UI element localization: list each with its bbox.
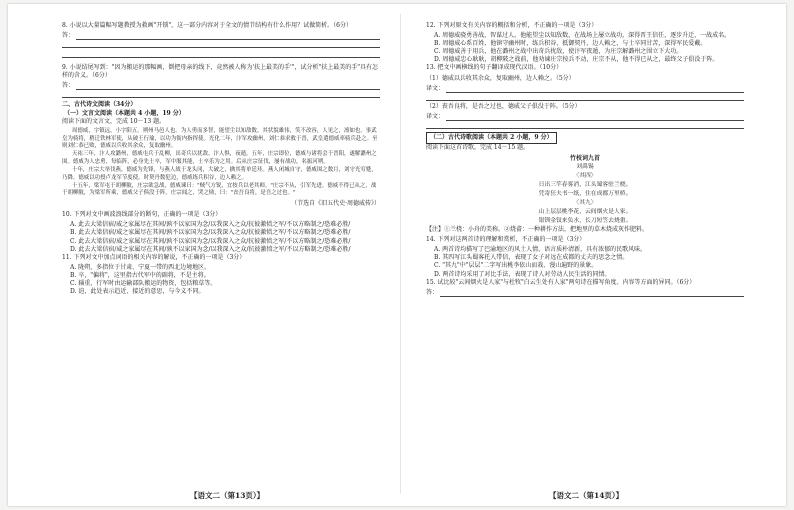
question-14: 14. 下列对这两首诗的理解和赏析，不正确的一项是（3分）: [426, 236, 586, 244]
answer-label: 答：: [426, 288, 439, 296]
question-9: 9. 小说结尾写到："因为搬运的那幅画，倒把母亲的线下，竟然被人称为'扶上最美的手'"，试分析"扶上最美的手"具有怎样的含义。（6分）: [62, 64, 378, 80]
option-d[interactable]: D. 此去大梁信宿/威之家属尽在其间/孰不以家国为念/以我深入之众/抗彼激愤之军/不以方略制之/恐难必胜/: [70, 245, 351, 253]
option-d[interactable]: D. 两首诗均采用了对比手法，表现了诗人对劳动人民生活的同情。: [434, 270, 611, 278]
passage-paragraph: 十五年，梁军屯于胡柳陂，庄宗欲急战，德威谏曰："贼气方锐，宜按兵以老其师。"庄宗不从，引军先进。德威不得已从之，战于胡柳陂，为梁军所乘，德威父子俱没于阵。庄宗闻之，哭之恸，曰："丧吾良将，是吾之过也。": [62, 182, 377, 197]
option-c[interactable]: C. 辎重，行军时由运输部队搬运的物资，包括粮草等。: [70, 280, 217, 288]
poem-line: 日出三竿春雾消，江头蜀客驻兰桡。: [538, 182, 632, 189]
left-page: [62, 22, 380, 296]
page-footer-left: 【语文二（第13页）】: [190, 491, 265, 500]
page-footer-right: 【语文二（第14页）】: [549, 491, 624, 500]
answer-line[interactable]: [446, 116, 744, 121]
option-a[interactable]: A. 此去大梁信宿/威之家属尽在其间/孰不以家国为念/以我深入之众/抗彼激愤之军/不以方略制之/恐难必胜/: [70, 221, 351, 229]
option-a[interactable]: A. 周德威骁勇善战，智谋过人。他能望尘以知敌数，在战场上屡立战功，深得晋王信任，逐步升迁，一战成名。: [434, 32, 731, 40]
passage-source: （节选自《旧五代史·周德威传》）: [291, 200, 380, 208]
answer-line[interactable]: [62, 40, 380, 48]
translation-label: 译文：: [426, 112, 445, 120]
poem-author: 刘禹锡: [576, 164, 594, 171]
option-b[interactable]: B. 其四写江头蜀客托人带信，表现了女子对远在成都的丈夫的思念之情。: [434, 254, 629, 262]
option-b[interactable]: B. 卒，"偏将"，这里指古代军中的副将，不是主将。: [70, 271, 210, 279]
passage-paragraph: 十年，庄宗大举伐燕，德威为先锋，与燕人战于龙头冈，大破之，擒其将单廷珪。燕人闭城自守，德威围之数月，刘守光穷蹙，乃降。德威以功授卢龙军节度使。时契丹数犯边，德威练兵积谷，边人赖之。: [62, 166, 377, 181]
option-c[interactable]: C. 周德威善于用兵，他在潞州之战中出奇兵扰敌，使汴军夜遁，为庄宗解潞州之围立下大功。: [434, 48, 683, 56]
poem-part-label: 〈其九〉: [573, 200, 597, 207]
subsection-heading: （二）古代诗歌阅读（本题共 2 小题，9 分）: [426, 132, 557, 144]
question-13-1: （1）德威以兵收其余众，复取幽州，边人赖之。（5分）: [426, 74, 575, 82]
poem-line: 山上层层桃李花，云间烟火是人家。: [538, 209, 632, 216]
reading-instruction: 阅读下面这首诗歌，完成 14－15 题。: [426, 144, 530, 152]
answer-line[interactable]: [76, 85, 380, 90]
question-15: 15. 试比较"云间烟火是人家"与杜牧"白云生处有人家"两句诗在描写角度、内容等方面的异同。（6分）: [426, 278, 696, 286]
option-c[interactable]: C. 此去大梁信宿/威之家属尽在其间/孰不以家国为念/以我深入之众/抗彼激愤之军/不以方略制之/恐难必胜/: [70, 237, 351, 245]
question-10: 10. 下列对文中画波浪线部分的断句，正确的一项是（3分）: [62, 211, 222, 219]
answer-label: 答：: [62, 82, 75, 90]
option-d[interactable]: D. 迫，此处表示趋近、接近的意思，与今义不同。: [70, 288, 205, 296]
answer-9: [62, 82, 380, 90]
question-13-2: （2）丧吾良将，是吾之过也，德威父子俱没于阵。（5分）: [426, 102, 581, 110]
reading-instruction: 阅读下面的文言文，完成 10－13 题。: [62, 117, 166, 125]
answer-label: 答：: [62, 32, 75, 40]
subsection-heading: （一）文言文阅读（本题共 4 小题，19 分）: [64, 109, 185, 117]
question-12: 12. 下列对原文有关内容的概括和分析，不正确的一项是（3分）: [426, 22, 598, 29]
classical-passage: [62, 128, 380, 198]
option-b[interactable]: B. 此去大梁信宿/威之家属尽在其间/孰不以家国为念/以我深入之众/抗彼激愤之军/不以方略制之/恐难必胜/: [70, 229, 351, 237]
passage-paragraph: 周德威，字镇远，小字阳五。朔州马邑人也。为人勇而多智，能望尘以知敌数。其状貌雄伟，笑不改容，人见之，凛如也。事武皇为骑将，稍迁铁林军使，从破王行瑜，以功为衙内指挥使。光化二年，汴军攻幽州，刘仁恭求救于晋，武皇遣德威率骑兵赴之。至则刘仁恭已败，德威以兵收其余众，复取幽州。: [62, 127, 378, 150]
answer-8: [62, 32, 380, 40]
question-8: 8. 小说以大量篇幅写题教授为救画"开锁"，这一部分内容对于全文的情节结构有什么作用？试做简析。（6分）: [62, 22, 352, 29]
poem-part-label: 〈其四〉: [573, 173, 597, 180]
answer-line[interactable]: [426, 93, 744, 101]
option-d[interactable]: D. 周德威忠心耿耿，胡柳陂之战前，他劝谏庄宗按兵不动，庄宗不从，他不得已从之，最终父子俱没于阵。: [434, 56, 719, 64]
answer-line[interactable]: [62, 90, 380, 98]
question-13: 13. 把文中画横线的句子翻译成现代汉语。（10分）: [426, 64, 563, 72]
poem-line: 凭寄狂夫书一纸，住在成都万里桥。: [538, 191, 632, 198]
translation-1: [426, 85, 744, 93]
page-divider: [400, 14, 401, 494]
section-heading: 二、古代诗文阅读（34分）: [62, 101, 137, 109]
option-b[interactable]: B. 周德威心系百姓，他镇守幽州时，练兵积谷，抵御契丹，边人赖之，与士卒同甘苦，深得军民爱戴。: [434, 40, 707, 48]
translation-label: 译文：: [426, 84, 445, 92]
answer-line[interactable]: [446, 88, 744, 93]
option-a[interactable]: A. 两首诗均描写了巴渝地区的风土人情，语言质朴清新，具有浓郁的民歌风味。: [434, 246, 647, 254]
option-a[interactable]: A. 陇朔，多指位于甘肃、宁夏一带的西北边境地区。: [70, 263, 211, 271]
answer-line[interactable]: [76, 35, 380, 40]
right-page: [426, 22, 744, 297]
passage-paragraph: 天祐三年，汴人攻潞州，德威屯兵于乱柳，出奇兵以扰敌。汴人惧，夜遁。五年，庄宗即位，德威与诸将会于晋阳，遂解潞州之围。德威为人忠勇，每临阵，必身先士卒，军中服其能，士卒乐为之用。后从庄宗征伐，屡有战功，名振河朔。: [62, 151, 377, 166]
answer-line[interactable]: [426, 121, 744, 129]
option-c[interactable]: C. "其九"中"层层"二字写出桃李依山而栽、漫山遍野的景象。: [434, 262, 598, 270]
poem-line: 银钏金钗来负水，长刀短笠去烧畬。: [538, 218, 632, 225]
translation-2: [426, 113, 744, 121]
answer-line[interactable]: [62, 50, 380, 58]
answer-15: [426, 289, 744, 297]
answer-line[interactable]: [440, 292, 744, 297]
poem-note: 【注】①兰桡：小舟的美称。②烧畬：一种耕作方法，把地里的草木烧成灰作肥料。: [426, 226, 649, 234]
question-11: 11. 下列对文中加点词语的相关内容的解说，不正确的一项是（3分）: [62, 253, 246, 261]
poem-title: 竹枝词九首: [569, 155, 600, 163]
exam-sheet: [8, 4, 786, 506]
